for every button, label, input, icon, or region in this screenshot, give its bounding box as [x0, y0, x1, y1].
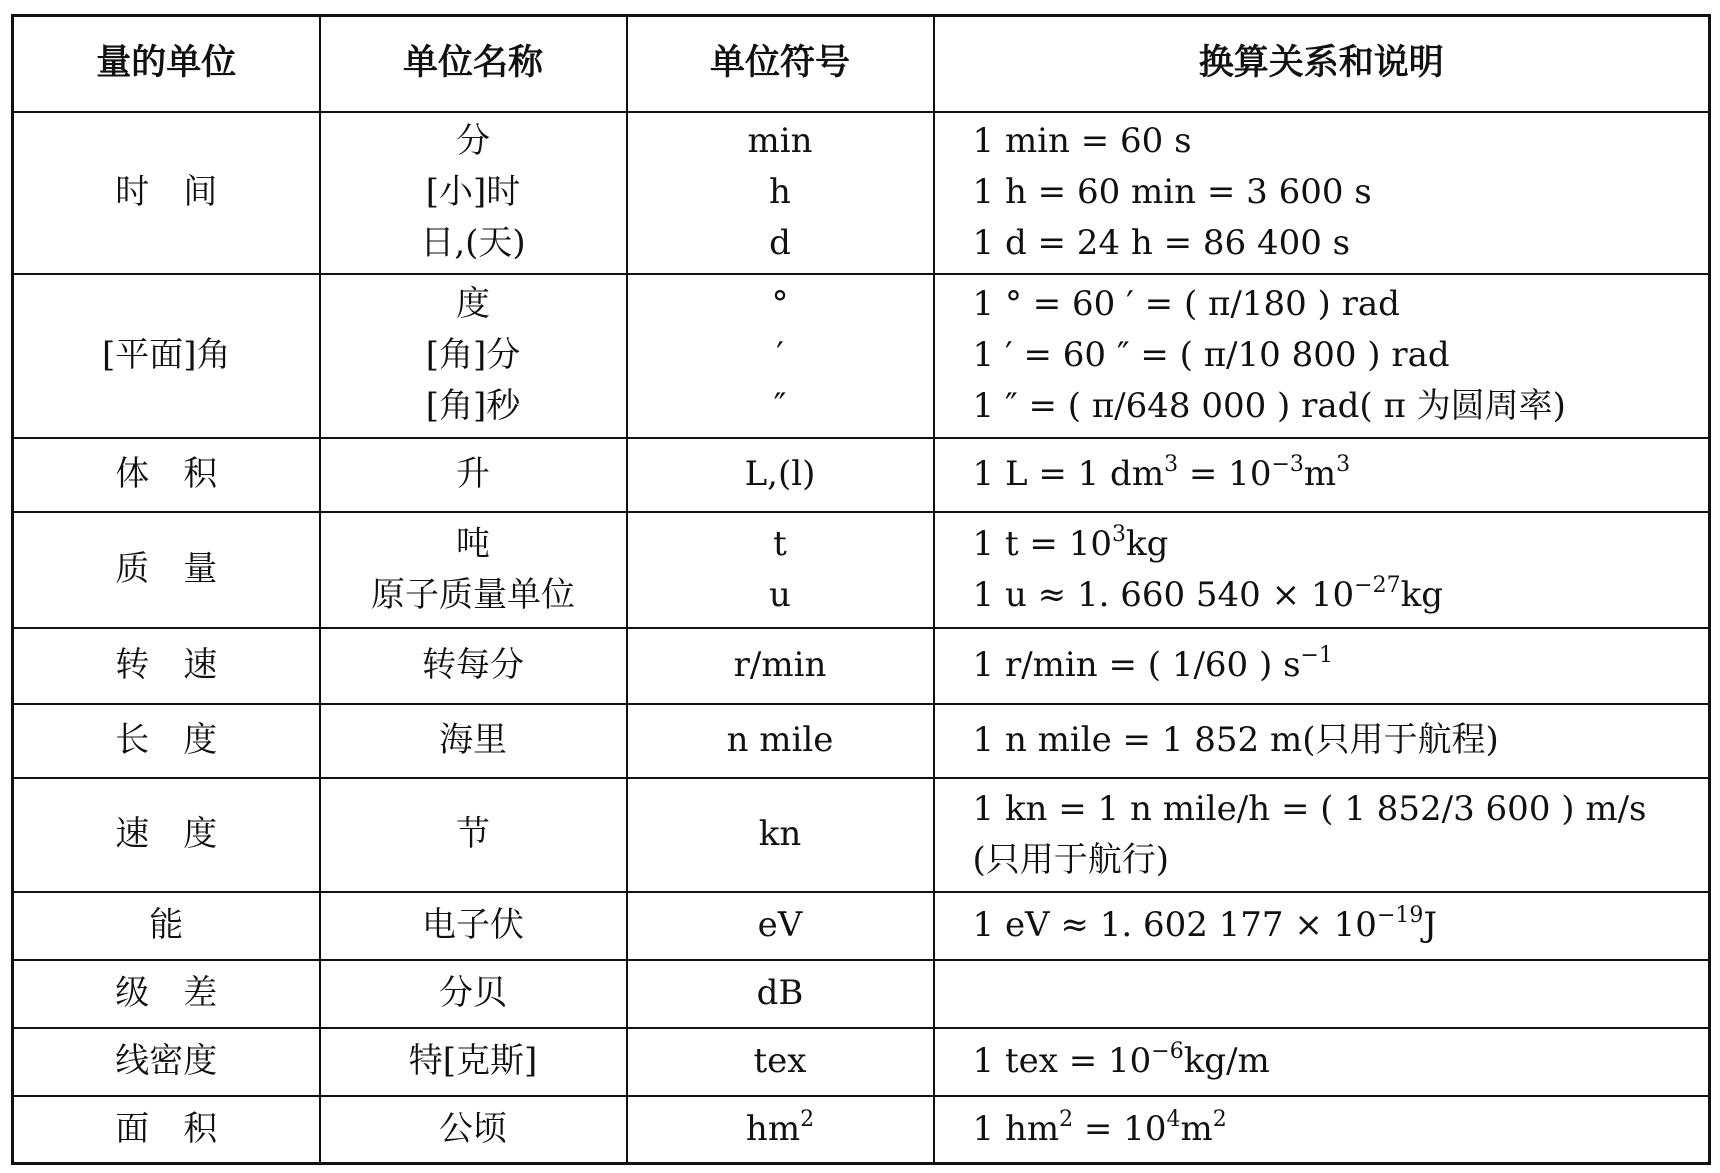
conversion-cell — [934, 1096, 1710, 1164]
table-header-row — [13, 16, 1710, 112]
formula-text: kg — [1125, 523, 1169, 564]
superscript: −27 — [1354, 572, 1401, 598]
superscript: 2 — [800, 1106, 815, 1132]
formula-text: 1 L = 1 dm — [972, 454, 1165, 494]
header-quantity: 量的单位 — [13, 16, 320, 112]
unit-name-cell — [320, 512, 627, 628]
formula-text: kg — [1400, 574, 1443, 615]
formula-text: = 10 — [1073, 1108, 1167, 1149]
unit-name-cell — [320, 112, 627, 274]
unit-symbol-cell — [627, 112, 934, 274]
quantity-cell: 面 积 — [13, 1096, 320, 1164]
unit-symbol-cell — [627, 274, 934, 438]
conversion-line: 1 ″ = ( π/648 000 ) rad( π 为圆周率) — [972, 386, 1566, 426]
conversion-line — [973, 449, 1709, 500]
conversion-cell — [934, 960, 1710, 1028]
table-row — [13, 1096, 1710, 1164]
superscript: 2 — [1059, 1106, 1074, 1132]
superscript: 3 — [1336, 452, 1351, 477]
formula-text: = 10 — [1178, 454, 1272, 494]
unit-name: 吨 — [456, 523, 490, 564]
superscript: −1 — [1300, 643, 1333, 668]
unit-symbol: h — [769, 172, 791, 212]
conversion-line: 1 ° = 60 ′ = ( π/180 ) rad — [972, 284, 1400, 324]
formula-text: 1 eV ≈ 1. 602 177 × 10 — [972, 905, 1377, 945]
unit-name: [小]时 — [425, 172, 521, 212]
conversion-cell — [934, 628, 1710, 704]
unit-table-container — [11, 14, 1708, 1165]
formula-text: kg/m — [1183, 1041, 1270, 1081]
unit-symbol: ° — [771, 284, 789, 324]
table-row — [13, 438, 1710, 512]
conversion-cell — [934, 778, 1710, 892]
unit-symbol-cell: dB — [627, 960, 934, 1028]
unit-name: 度 — [456, 284, 490, 324]
conversion-line — [973, 640, 1709, 691]
unit-symbol-cell: kn — [627, 778, 934, 892]
quantity-cell: 时 间 — [13, 112, 320, 274]
unit-name-cell: 电子伏 — [320, 892, 627, 960]
formula-text: J — [1423, 905, 1438, 945]
formula-text: 1 t = 10 — [972, 523, 1112, 564]
conversion-line: 1 min = 60 s — [972, 121, 1192, 161]
conversion-cell — [934, 112, 1710, 274]
superscript: 3 — [1164, 452, 1179, 477]
quantity-cell: [平面]角 — [13, 274, 320, 438]
formula-text: 1 u ≈ 1. 660 540 × 10 — [972, 574, 1355, 615]
unit-symbol-cell: L,(l) — [627, 438, 934, 512]
quantity-cell: 线密度 — [13, 1028, 320, 1096]
formula-text: m — [1180, 1108, 1213, 1149]
unit-symbol: min — [747, 121, 813, 161]
conversion-line: 1 h = 60 min = 3 600 s — [972, 172, 1372, 212]
quantity-cell: 能 — [13, 892, 320, 960]
conversion-cell: 1 n mile = 1 852 m(只用于航程) — [934, 704, 1710, 778]
unit-name: 日,(天) — [420, 223, 526, 263]
table-row — [13, 892, 1710, 960]
superscript: 2 — [1212, 1106, 1227, 1132]
quantity-cell: 转 速 — [13, 628, 320, 704]
conversion-line: 1 kn = 1 n mile/h = ( 1 852/3 600 ) m/s — [972, 788, 1647, 829]
unit-name: [角]分 — [425, 335, 521, 375]
conversion-cell — [934, 438, 1710, 512]
units-table — [11, 14, 1711, 1165]
conversion-line — [973, 519, 1709, 570]
table-row — [13, 512, 1710, 628]
conversion-line — [973, 1036, 1709, 1087]
unit-symbol-cell: n mile — [627, 704, 934, 778]
conversion-cell — [934, 1028, 1710, 1096]
formula-text: 1 r/min = ( 1/60 ) s — [972, 645, 1301, 685]
conversion-line — [973, 900, 1709, 951]
quantity-cell: 级 差 — [13, 960, 320, 1028]
superscript: 3 — [1111, 521, 1126, 547]
conversion-cell — [934, 274, 1710, 438]
unit-symbol-cell — [627, 512, 934, 628]
quantity-cell: 速 度 — [13, 778, 320, 892]
table-row — [13, 112, 1710, 274]
unit-name-cell: 升 — [320, 438, 627, 512]
conversion-line: (只用于航行) — [972, 839, 1170, 880]
conversion-line: 1 d = 24 h = 86 400 s — [972, 223, 1351, 263]
quantity-cell: 长 度 — [13, 704, 320, 778]
quantity-cell: 体 积 — [13, 438, 320, 512]
unit-name-cell: 转每分 — [320, 628, 627, 704]
unit-symbol-cell — [627, 1096, 934, 1164]
conversion-cell — [934, 892, 1710, 960]
unit-symbol-cell: tex — [627, 1028, 934, 1096]
unit-symbol: u — [769, 574, 791, 615]
symbol-text: hm — [745, 1108, 801, 1149]
quantity-cell: 质 量 — [13, 512, 320, 628]
unit-name-cell: 节 — [320, 778, 627, 892]
unit-name: 原子质量单位 — [371, 574, 575, 615]
header-unit-symbol: 单位符号 — [627, 16, 934, 112]
unit-symbol: ″ — [773, 386, 787, 426]
unit-symbol: ′ — [776, 335, 784, 375]
unit-name: 分 — [456, 121, 490, 161]
header-unit-name: 单位名称 — [320, 16, 627, 112]
unit-symbol: d — [769, 223, 791, 263]
table-row — [13, 778, 1710, 892]
unit-symbol-cell: eV — [627, 892, 934, 960]
unit-name-cell: 特[克斯] — [320, 1028, 627, 1096]
superscript: −3 — [1271, 452, 1304, 477]
formula-text: m — [1303, 454, 1337, 494]
conversion-line — [973, 570, 1709, 621]
superscript: −19 — [1376, 903, 1424, 928]
unit-symbol-cell: r/min — [627, 628, 934, 704]
conversion-line: 1 ′ = 60 ″ = ( π/10 800 ) rad — [972, 335, 1450, 375]
unit-name-cell — [320, 274, 627, 438]
superscript: 4 — [1166, 1106, 1181, 1132]
superscript: −6 — [1151, 1039, 1184, 1064]
unit-symbol: t — [773, 523, 787, 564]
table-row — [13, 1028, 1710, 1096]
header-conversion: 换算关系和说明 — [934, 16, 1710, 112]
unit-name-cell: 分贝 — [320, 960, 627, 1028]
conversion-line — [973, 1104, 1709, 1155]
formula-text: 1 hm — [972, 1108, 1060, 1149]
unit-name-cell: 海里 — [320, 704, 627, 778]
unit-name-cell: 公顷 — [320, 1096, 627, 1164]
table-row — [13, 704, 1710, 778]
table-row — [13, 960, 1710, 1028]
conversion-cell — [934, 512, 1710, 628]
table-row — [13, 628, 1710, 704]
formula-text: 1 tex = 10 — [972, 1041, 1152, 1081]
unit-name: [角]秒 — [425, 386, 521, 426]
table-row — [13, 274, 1710, 438]
